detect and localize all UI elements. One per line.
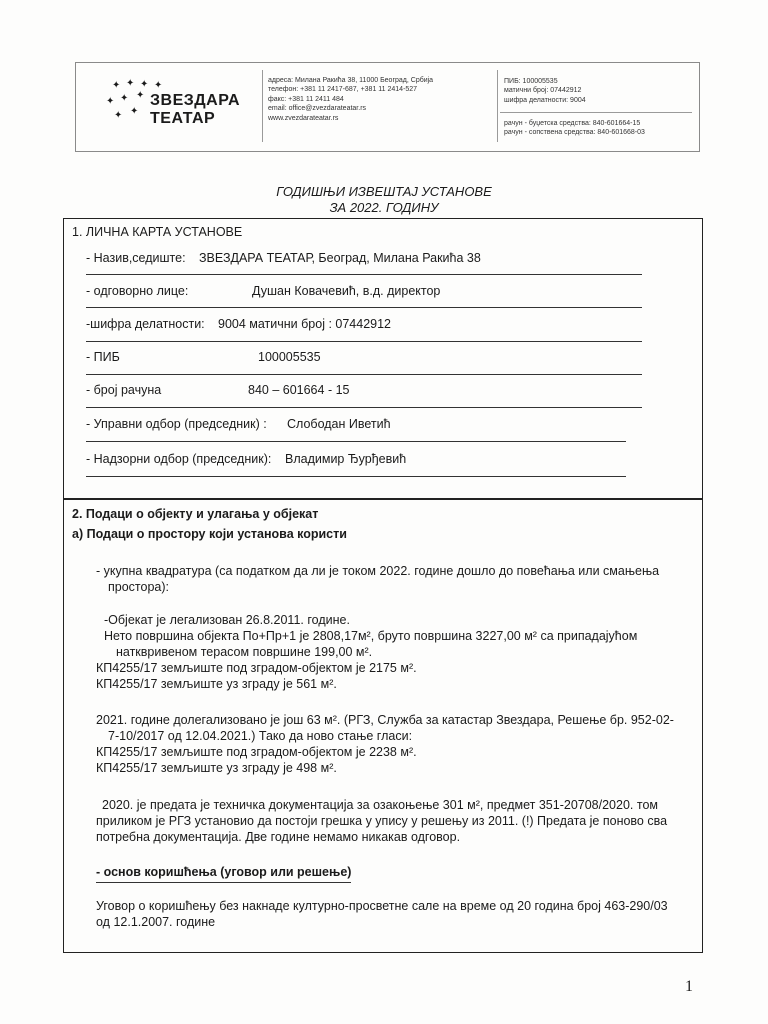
report-year: ЗА 2022. ГОДИНУ xyxy=(329,200,439,215)
paragraph-line: потребна документација. Две године немамо никакав одговор. xyxy=(96,830,461,844)
responsible-label: - одговорно лице: xyxy=(86,284,189,298)
name-value: ЗВЕЗДАРА ТЕАТАР, Београд, Милана Ракића 38 xyxy=(199,251,481,265)
theatre-logo-text xyxy=(150,92,240,128)
section1-heading: 1. ЛИЧНА КАРТА УСТАНОВЕ xyxy=(72,225,243,239)
section2-subheading: а) Подаци о простору који установа користи xyxy=(72,527,347,541)
area-intro xyxy=(96,563,659,595)
legalization-paragraph xyxy=(96,612,637,692)
pib-label: - ПИБ xyxy=(86,350,120,364)
pib-value: 100005535 xyxy=(258,350,321,364)
id-activity: шифра делатности: 9004 xyxy=(504,96,586,104)
contact-email: email: office@zvezdarateatar.rs xyxy=(268,105,367,113)
activity-code-label: -шифра делатности: xyxy=(86,317,205,331)
field-underline xyxy=(86,407,642,408)
account-value: 840 – 601664 - 15 xyxy=(248,383,350,397)
supervisory-label: - Надзорни одбор (председник): xyxy=(86,452,272,466)
paragraph-line: приликом је РГЗ установио да постоји грешка у упису у решењу из 2011. (!) Предата је поново сва xyxy=(96,814,668,828)
account-label: - број рачуна xyxy=(86,383,162,397)
contact-block xyxy=(268,76,433,123)
contact-address: адреса: Милана Ракића 38, 11000 Београд, Србија xyxy=(268,77,434,84)
activity-code-value: 9004 матични број : 07442912 xyxy=(218,317,392,331)
letterhead-divider xyxy=(497,70,498,142)
svg-text:✦: ✦ xyxy=(120,93,129,104)
letterhead-divider xyxy=(500,112,692,113)
board-label: - Управни одбор (председник) : xyxy=(86,417,267,431)
paragraph-line: КП4255/17 земљиште под зградом-објектом је 2238 м². xyxy=(96,745,417,759)
logo-line-1: ЗВЕЗДАРА xyxy=(150,92,241,109)
field-underline xyxy=(86,476,626,477)
svg-text:✦: ✦ xyxy=(114,110,123,121)
documentation-paragraph xyxy=(96,797,667,845)
svg-text:✦: ✦ xyxy=(126,78,135,89)
logo-line-2: ТЕАТАР xyxy=(150,110,216,127)
paragraph-line: КП4255/17 земљиште под зградом-објектом је 2175 м². xyxy=(96,661,417,675)
additional-legalization-paragraph xyxy=(96,712,674,776)
report-title: ГОДИШЊИ ИЗВЕШТАЈ УСТАНОВЕ xyxy=(276,184,492,199)
contact-website: www.zvezdarateatar.rs xyxy=(268,114,339,122)
paragraph-line: од 12.1.2007. године xyxy=(96,915,216,929)
paragraph-line: 2021. године долегализовано је још 63 м². (РГЗ, Служба за катастар Звездара, Решење бр. 952-02- xyxy=(96,713,674,727)
id-registry: матични број: 07442912 xyxy=(504,87,582,95)
field-underline xyxy=(86,441,626,442)
svg-text:✦: ✦ xyxy=(112,80,121,91)
heading-underline xyxy=(96,882,351,883)
id-pib: ПИБ: 100005535 xyxy=(504,78,558,85)
letterhead-divider xyxy=(262,70,263,142)
paragraph-line: Нето површина објекта По+Пр+1 је 2808,17м², бруто површина 3227,00 м² са припадајућом xyxy=(104,629,638,643)
page-number: 1 xyxy=(685,978,693,995)
board-value: Слободан Иветић xyxy=(287,417,391,431)
usage-basis-text xyxy=(96,898,668,930)
responsible-value: Душан Ковачевић, в.д. директор xyxy=(252,284,441,298)
field-underline xyxy=(86,307,642,308)
paragraph-line: 7-10/2017 од 12.04.2021.) Тако да ново стање гласи: xyxy=(108,729,413,743)
paragraph-line: 2020. је предата је техничка документација за озакоњење 301 м², предмет 351-20708/2020. том xyxy=(102,798,658,812)
contact-fax: факс: +381 11 2411 484 xyxy=(268,95,344,103)
account-own: рачун - сопствена средства: 840-601668-03 xyxy=(504,129,645,137)
section-separator xyxy=(63,498,703,500)
section2-heading: 2. Подаци о објекту и улагања у објекат xyxy=(72,507,319,521)
accounts-block xyxy=(504,119,645,138)
contact-phone: телефон: +381 11 2417-687, +381 11 2414-527 xyxy=(268,86,418,94)
account-budget: рачун - буџетска средства: 840-601664-15 xyxy=(504,120,641,127)
field-underline xyxy=(86,341,642,342)
supervisory-value: Владимир Ђурђевић xyxy=(285,452,407,466)
field-underline xyxy=(86,374,642,375)
paragraph-line: -Објекат је легализован 26.8.2011. године. xyxy=(104,613,350,627)
ids-block xyxy=(504,77,586,105)
paragraph-line: натквривеном терасом површине 199,00 м². xyxy=(116,645,373,659)
field-underline xyxy=(86,274,642,275)
paragraph-line: КП4255/17 земљиште уз зграду је 498 м². xyxy=(96,761,337,775)
svg-text:✦: ✦ xyxy=(136,90,145,101)
usage-basis-heading: - основ коришћења (уговор или решење) xyxy=(96,865,352,879)
area-intro-line: - укупна квадратура (са податком да ли је током 2022. године дошло до повећања или смањења xyxy=(96,564,660,578)
area-intro-line: простора): xyxy=(108,580,169,594)
name-label: - Назив,седиште: xyxy=(86,251,186,265)
paragraph-line: Уговор о коришћењу без накнаде културно-просветне сале на време од 20 година број 463-290/03 xyxy=(96,899,668,913)
svg-text:✦: ✦ xyxy=(154,80,163,91)
svg-text:✦: ✦ xyxy=(130,106,139,117)
paragraph-line: КП4255/17 земљиште уз зграду је 561 м². xyxy=(96,677,337,691)
svg-text:✦: ✦ xyxy=(140,79,149,90)
svg-text:✦: ✦ xyxy=(106,96,115,107)
